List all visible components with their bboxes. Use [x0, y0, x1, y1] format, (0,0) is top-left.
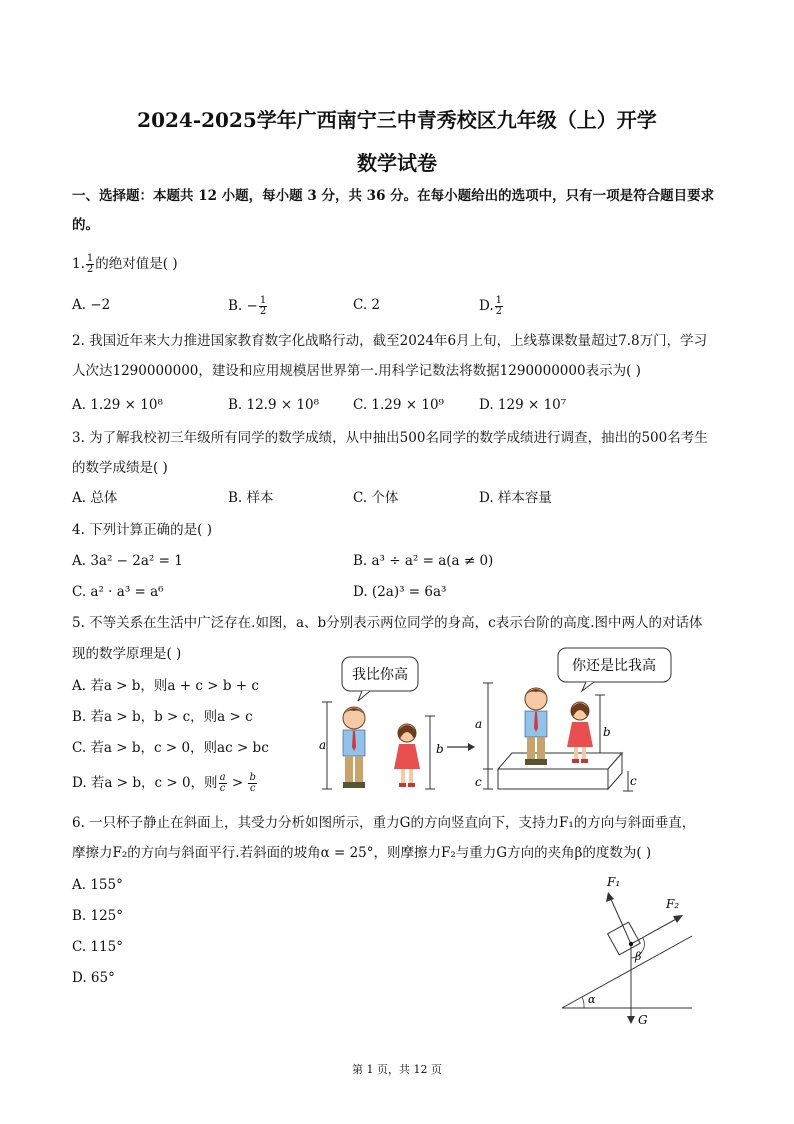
question-3-line2: 的数学成绩是( ): [72, 460, 168, 476]
question-1-option-d: [479, 296, 504, 317]
question-6-option-a: A. 155°: [72, 877, 123, 893]
option-d-fraction-b-over-c: [248, 773, 256, 794]
question-4-stem: 4. 下列计算正确的是( ): [72, 522, 212, 538]
force-g-arrowhead: [627, 1016, 635, 1024]
question-4-option-c: C. a² · a³ = a⁶: [72, 584, 164, 600]
fraction-numerator: 1: [495, 295, 503, 306]
label-c-left: c: [475, 775, 482, 789]
greater-than-sign: >: [227, 775, 248, 791]
transition-arrow-head: [468, 743, 475, 751]
option-d-fraction-a-over-c: [219, 773, 227, 794]
alpha-arc: [582, 997, 584, 1008]
label-alpha: α: [588, 993, 596, 1006]
question-4-option-a: A. 3a² − 2a² = 1: [72, 553, 183, 569]
question-2-option-c: C. 1.29 × 10⁹: [353, 397, 444, 413]
label-c-right: c: [630, 774, 637, 788]
label-f2: F₂: [666, 897, 680, 911]
question-5-option-a: A. 若a > b，则a + c > b + c: [72, 678, 259, 694]
force-f1-arrowhead: [606, 892, 614, 902]
fraction-denominator: c: [219, 783, 226, 794]
speech-bubble-right-text: 你还是比我高: [572, 658, 656, 674]
fraction-numerator: 1: [259, 295, 267, 306]
force-f2-arrowhead: [673, 915, 683, 923]
question-6-option-b: B. 125°: [72, 908, 124, 924]
fraction-denominator: 2: [259, 306, 267, 317]
fraction-numerator: 1: [86, 253, 94, 264]
paper-title-line2: 数学试卷: [357, 151, 437, 175]
label-beta: β: [635, 950, 642, 963]
question-1-option-b: [228, 296, 268, 317]
option-d-prefix: D.: [479, 298, 494, 314]
label-a-right: a: [475, 717, 483, 731]
speech-bubble-left-text: 我比你高: [352, 667, 408, 683]
question-1-option-c: C. 2: [353, 297, 381, 313]
question-4-option-b: B. a³ ÷ a² = a(a ≠ 0): [353, 553, 494, 569]
girl-figure-left: [394, 724, 420, 787]
question-3-option-c: C. 个体: [353, 490, 399, 506]
question-1-option-a: A. −2: [72, 297, 111, 313]
question-6-option-c: C. 115°: [72, 939, 123, 955]
fraction-numerator: a: [219, 772, 226, 783]
fraction-denominator: c: [249, 783, 256, 794]
question-2-option-d: D. 129 × 10⁷: [479, 397, 567, 413]
question-1-stem-tail: 的绝对值是( ): [95, 256, 178, 272]
question-3-option-d: D. 样本容量: [479, 490, 552, 506]
label-a-left: a: [319, 738, 327, 752]
option-b-prefix: B. −: [228, 298, 258, 314]
question-5-option-c: C. 若a > b，c > 0，则ac > bc: [72, 740, 269, 756]
label-b-right: b: [603, 725, 611, 739]
page-footer: 第 1 页，共 12 页: [352, 1063, 442, 1076]
question-5-line2: 现的数学原理是( ): [72, 646, 182, 662]
fraction-denominator: 2: [495, 306, 503, 317]
paper-title-line1: 2024-2025学年广西南宁三中青秀校区九年级（上）开学: [137, 108, 657, 132]
option-d-prefix: D. 若a > b，c > 0，则: [72, 775, 218, 791]
label-b-left: b: [436, 742, 444, 756]
question-1-number: 1.: [72, 256, 85, 272]
section1-instruction-line1: 一、选择题：本题共 12 小题，每小题 3 分，共 36 分。在每小题给出的选项中，只有一项是符合题目要求: [72, 188, 715, 204]
question-6-line1: 6. 一只杯子静止在斜面上，其受力分析如图所示，重力G的方向竖直向下，支持力F₁的方向与斜面垂直，: [72, 815, 696, 831]
question-5-option-d: [72, 773, 258, 794]
label-g: G: [638, 1013, 648, 1027]
question-1-fraction: [86, 254, 94, 275]
force-f2-arrow: [631, 918, 678, 944]
question-5-figure: [310, 645, 690, 795]
question-5-line1: 5. 不等关系在生活中广泛存在.如图，a、b分别表示两位同学的身高，c表示台阶的高度.图中两人的对话体: [72, 615, 703, 631]
question-2-option-b: B. 12.9 × 10⁸: [228, 397, 320, 413]
fraction-numerator: b: [249, 772, 256, 783]
force-origin-dot: [629, 942, 633, 946]
label-f1: F₁: [607, 875, 621, 889]
question-3-line1: 3. 为了解我校初三年级所有同学的数学成绩，从中抽出500名同学的数学成绩进行调查，抽出的500名考生: [72, 430, 708, 446]
boy-figure-left: [343, 707, 365, 788]
option-b-fraction: [259, 296, 267, 317]
section1-instruction-line2: 的。: [72, 217, 99, 233]
option-d-fraction: [495, 296, 503, 317]
question-2-line2: 人次达1290000000，建设和应用规模居世界第一.用科学记数法将数据1290000000表示为( ): [72, 363, 641, 379]
question-2-line1: 2. 我国近年来大力推进国家教育数字化战略行动，截至2024年6月上旬，上线慕课数量超过7.8万门，学习: [72, 333, 708, 349]
question-6-line2: 摩擦力F₂的方向与斜面平行.若斜面的坡角α = 25°，则摩擦力F₂与重力G方向的夹角β的度数为( ): [72, 845, 652, 861]
question-5-option-b: B. 若a > b，b > c，则a > c: [72, 709, 253, 725]
question-3-option-a: A. 总体: [72, 490, 118, 506]
speech-bubble-right-tail: [582, 682, 594, 691]
platform-step: [498, 753, 622, 789]
question-1-stem: [72, 254, 178, 275]
question-3-option-b: B. 样本: [228, 490, 274, 506]
fraction-denominator: 2: [86, 264, 94, 275]
speech-bubble-left-tail: [358, 691, 370, 701]
question-4-option-d: D. (2a)³ = 6a³: [353, 584, 447, 600]
question-6-option-d: D. 65°: [72, 970, 115, 986]
question-6-force-diagram: [550, 868, 700, 1032]
question-2-option-a: A. 1.29 × 10⁸: [72, 397, 163, 413]
